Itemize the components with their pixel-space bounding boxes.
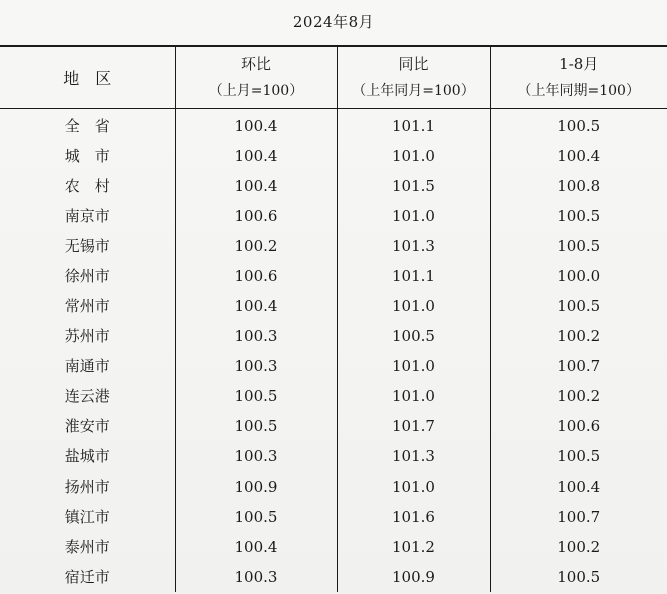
header-yoy-base: （上年同月=100）: [352, 83, 475, 100]
ytd-cell: 100.6: [490, 411, 667, 441]
yoy-cell: 101.0: [337, 291, 490, 321]
mom-cell: 100.3: [175, 562, 337, 592]
table-row: [0, 441, 667, 471]
table-row: [0, 171, 667, 201]
region-cell: 徐州市: [64, 266, 110, 285]
mom-cell: 100.4: [175, 532, 337, 562]
price-index-table: [0, 45, 667, 592]
region-cell: 宿迁市: [64, 567, 110, 586]
yoy-cell: 101.3: [337, 441, 490, 471]
table-row: [0, 532, 667, 562]
table-row: [0, 141, 667, 171]
header-region: 地 区: [0, 46, 175, 108]
table-header: [0, 46, 667, 108]
ytd-cell: 100.4: [490, 472, 667, 502]
yoy-cell: 101.2: [337, 532, 490, 562]
yoy-cell: 101.5: [337, 171, 490, 201]
mom-cell: 100.4: [175, 108, 337, 141]
mom-cell: 100.3: [175, 351, 337, 381]
table-row: [0, 351, 667, 381]
table-row: [0, 502, 667, 532]
table-title: 2024年8月: [292, 13, 375, 31]
yoy-cell: 101.0: [337, 201, 490, 231]
mom-cell: 100.3: [175, 441, 337, 471]
table-row: [0, 231, 667, 261]
ytd-cell: 100.7: [490, 351, 667, 381]
header-mom-label: 环比: [240, 55, 271, 74]
ytd-cell: 100.8: [490, 171, 667, 201]
mom-cell: 100.4: [175, 141, 337, 171]
mom-cell: 100.5: [175, 381, 337, 411]
yoy-cell: 101.0: [337, 381, 490, 411]
ytd-cell: 100.5: [490, 108, 667, 141]
mom-cell: 100.4: [175, 291, 337, 321]
mom-cell: 100.6: [175, 261, 337, 291]
region-cell: 扬州市: [64, 477, 110, 496]
region-cell: 无锡市: [64, 236, 110, 255]
header-ytd: [490, 46, 667, 108]
yoy-cell: 100.5: [337, 321, 490, 351]
mom-cell: 100.6: [175, 201, 337, 231]
region-cell: 淮安市: [64, 417, 110, 436]
ytd-cell: 100.7: [490, 502, 667, 532]
mom-cell: 100.5: [175, 502, 337, 532]
mom-cell: 100.2: [175, 231, 337, 261]
header-ytd-label: 1-8月: [559, 55, 599, 74]
yoy-cell: 101.1: [337, 108, 490, 141]
yoy-cell: 101.0: [337, 141, 490, 171]
region-cell: 南京市: [64, 206, 110, 225]
ytd-cell: 100.5: [490, 441, 667, 471]
ytd-cell: 100.5: [490, 231, 667, 261]
yoy-cell: 101.3: [337, 231, 490, 261]
table-row: [0, 321, 667, 351]
yoy-cell: 101.0: [337, 351, 490, 381]
yoy-cell: 101.0: [337, 472, 490, 502]
table-body: [0, 108, 667, 592]
ytd-cell: 100.2: [490, 381, 667, 411]
header-yoy-label: 同比: [398, 55, 429, 74]
header-yoy: [337, 46, 490, 108]
mom-cell: 100.9: [175, 472, 337, 502]
region-cell: 镇江市: [64, 507, 110, 526]
table-row: [0, 291, 667, 321]
mom-cell: 100.4: [175, 171, 337, 201]
yoy-cell: 100.9: [337, 562, 490, 592]
ytd-cell: 100.2: [490, 321, 667, 351]
region-cell: 常州市: [64, 297, 110, 316]
region-cell: 南通市: [64, 357, 110, 376]
header-mom-base: （上月=100）: [208, 83, 304, 100]
header-row: [0, 46, 667, 108]
yoy-cell: 101.1: [337, 261, 490, 291]
ytd-cell: 100.5: [490, 201, 667, 231]
ytd-cell: 100.4: [490, 141, 667, 171]
table-row: [0, 261, 667, 291]
mom-cell: 100.3: [175, 321, 337, 351]
region-cell: 全 省: [64, 116, 110, 135]
region-cell: 苏州市: [64, 327, 110, 346]
header-mom: [175, 46, 337, 108]
table-row: [0, 108, 667, 141]
region-cell: 连云港: [64, 387, 110, 406]
ytd-cell: 100.2: [490, 532, 667, 562]
region-cell: 泰州市: [64, 537, 110, 556]
ytd-cell: 100.5: [490, 562, 667, 592]
table-row: [0, 201, 667, 231]
table-row: [0, 381, 667, 411]
ytd-cell: 100.5: [490, 291, 667, 321]
table-row: [0, 411, 667, 441]
header-ytd-base: （上年同期=100）: [517, 83, 640, 100]
ytd-cell: 100.0: [490, 261, 667, 291]
region-cell: 盐城市: [64, 447, 110, 466]
yoy-cell: 101.6: [337, 502, 490, 532]
table-row: [0, 472, 667, 502]
mom-cell: 100.5: [175, 411, 337, 441]
table-row: [0, 562, 667, 592]
region-cell: 城 市: [64, 146, 110, 165]
yoy-cell: 101.7: [337, 411, 490, 441]
region-cell: 农 村: [64, 176, 110, 195]
